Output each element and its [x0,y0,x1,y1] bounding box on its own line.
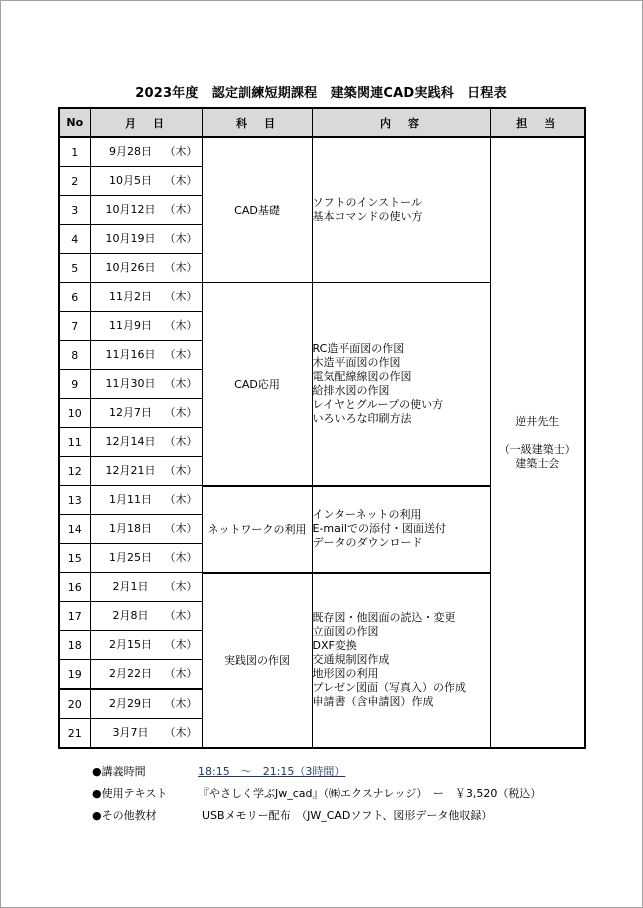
row-date: 11月2日 [109,290,152,303]
schedule-table [58,107,586,749]
row-no: 18 [59,631,90,660]
note-label: ●その他教材 [92,809,157,822]
instructor-name: 逆井先生 [515,414,560,428]
row-date: 1月11日 [109,493,152,506]
row-date-cell [90,689,202,719]
row-date-cell [90,457,202,486]
content-line: レイヤとグループの使い方 [312,397,444,411]
other-materials-value: USBメモリー配布 （JW_CADソフト、図形データ他収録） [202,809,493,822]
row-no: 15 [59,544,90,573]
content-network [312,486,490,573]
content-line: DXF変換 [312,639,357,653]
lecture-time-value: 18:15 ～ 21:15（3時間） [198,765,346,778]
row-no: 2 [59,167,90,196]
row-date: 11月30日 [105,377,156,390]
row-date-cell [90,719,202,749]
row-date: 2月1日 [112,580,149,593]
row-weekday: （木） [164,145,198,158]
row-weekday: （木） [164,319,198,332]
row-no: 5 [59,254,90,283]
row-date-cell [90,486,202,515]
row-date: 3月7日 [112,726,149,739]
content-cad-basic [312,137,490,283]
row-no: 6 [59,283,90,312]
row-weekday: （木） [164,435,198,448]
row-date: 2月15日 [109,638,152,651]
content-line: E-mailでの添付・図面送付 [312,522,446,535]
row-date-cell [90,167,202,196]
row-no: 1 [59,137,90,167]
content-practical [312,573,490,749]
row-date-cell [90,341,202,370]
row-date-cell [90,399,202,428]
subject-network: ネットワークの利用 [202,486,312,573]
row-no: 12 [59,457,90,486]
content-line: 地形図の利用 [312,667,379,681]
row-date-cell [90,196,202,225]
row-no: 19 [59,660,90,690]
row-no: 17 [59,602,90,631]
page-title: 2023年度 認定訓練短期課程 建築関連CAD実践科 日程表 [135,86,507,101]
header-no: No [59,108,90,137]
content-line: 給排水図の作図 [312,383,390,397]
row-date-cell [90,137,202,167]
row-date-cell [90,225,202,254]
row-date: 9月28日 [109,145,152,158]
row-no: 9 [59,370,90,399]
row-date-cell [90,660,202,690]
row-weekday: （木） [164,522,198,535]
instructor-organization: 建築士会 [515,456,560,470]
row-weekday: （木） [164,377,198,390]
content-line: 木造平面図の作図 [312,355,401,369]
row-date: 12月7日 [109,406,152,419]
row-no: 14 [59,515,90,544]
row-no: 3 [59,196,90,225]
subject-practical: 実践図の作図 [202,573,312,749]
row-weekday: （木） [164,638,198,651]
row-weekday: （木） [164,551,198,564]
row-no: 8 [59,341,90,370]
content-line: プレゼン図面（写真入）の作成 [312,681,467,695]
header-date: 月 日 [90,108,202,137]
row-date-cell [90,544,202,573]
row-date-cell [90,370,202,399]
row-date-cell [90,631,202,660]
note-label: ●講義時間 [92,765,146,778]
row-no: 4 [59,225,90,254]
row-weekday: （木） [164,726,198,739]
row-no: 16 [59,573,90,602]
header-content: 内 容 [312,108,490,137]
content-line: データのダウンロード [312,536,423,549]
row-weekday: （木） [164,290,198,303]
row-date-cell [90,283,202,312]
header-tantou: 担 当 [490,108,585,137]
content-line: RC造平面図の作図 [312,341,405,355]
row-date: 2月22日 [109,667,152,680]
row-date-cell [90,573,202,602]
instructor-cell [490,137,585,748]
row-weekday: （木） [164,406,198,419]
row-date: 11月9日 [109,319,152,332]
content-line: 交通規制図作成 [312,653,390,667]
row-weekday: （木） [164,203,198,216]
row-weekday: （木） [164,232,198,245]
content-line: 立面図の作図 [312,625,379,639]
content-line: 電気配線線図の作図 [312,369,412,383]
row-no: 11 [59,428,90,457]
subject-cad-applied: CAD応用 [202,283,312,486]
content-line: インターネットの利用 [312,508,422,521]
content-line: ソフトのインストール [312,196,422,209]
row-weekday: （木） [164,174,198,187]
row-date-cell [90,428,202,457]
row-date: 10月19日 [105,232,156,245]
row-no: 21 [59,719,90,749]
subject-cad-basic: CAD基礎 [202,137,312,283]
row-date: 1月18日 [109,522,152,535]
row-weekday: （木） [164,580,198,593]
content-line: 基本コマンドの使い方 [312,210,423,223]
content-line: 既存図・他図面の読込・変更 [312,611,456,625]
row-no: 10 [59,399,90,428]
content-line: 申請書（含申請図）作成 [312,695,434,709]
note-label: ●使用テキスト [92,787,168,800]
row-date-cell [90,254,202,283]
row-date: 10月5日 [109,174,152,187]
row-no: 13 [59,486,90,515]
row-weekday: （木） [164,667,198,680]
content-line: いろいろな印刷方法 [312,411,412,425]
header-subject: 科 目 [202,108,312,137]
row-date-cell [90,312,202,341]
row-date: 2月29日 [109,697,152,710]
row-date: 12月21日 [105,464,156,477]
textbook-value: 『やさしく学ぶJw_cad』（㈱エクスナレッジ） ー ￥3,520（税込） [198,787,542,800]
row-date-cell [90,515,202,544]
row-date: 2月8日 [112,609,149,622]
row-weekday: （木） [164,697,198,710]
row-date: 11月16日 [105,348,156,361]
row-weekday: （木） [164,464,198,477]
row-no: 20 [59,689,90,719]
instructor-qualification: （一級建築士） [498,442,576,456]
row-date: 12月14日 [105,435,156,448]
row-date: 10月26日 [105,261,156,274]
content-cad-applied [312,283,490,486]
table-row [59,137,585,167]
row-date: 1月25日 [109,551,152,564]
row-date: 10月12日 [105,203,156,216]
row-weekday: （木） [164,609,198,622]
row-weekday: （木） [164,348,198,361]
row-no: 7 [59,312,90,341]
row-weekday: （木） [164,493,198,506]
row-weekday: （木） [164,261,198,274]
instructor-spacer [491,429,585,443]
row-date-cell [90,602,202,631]
